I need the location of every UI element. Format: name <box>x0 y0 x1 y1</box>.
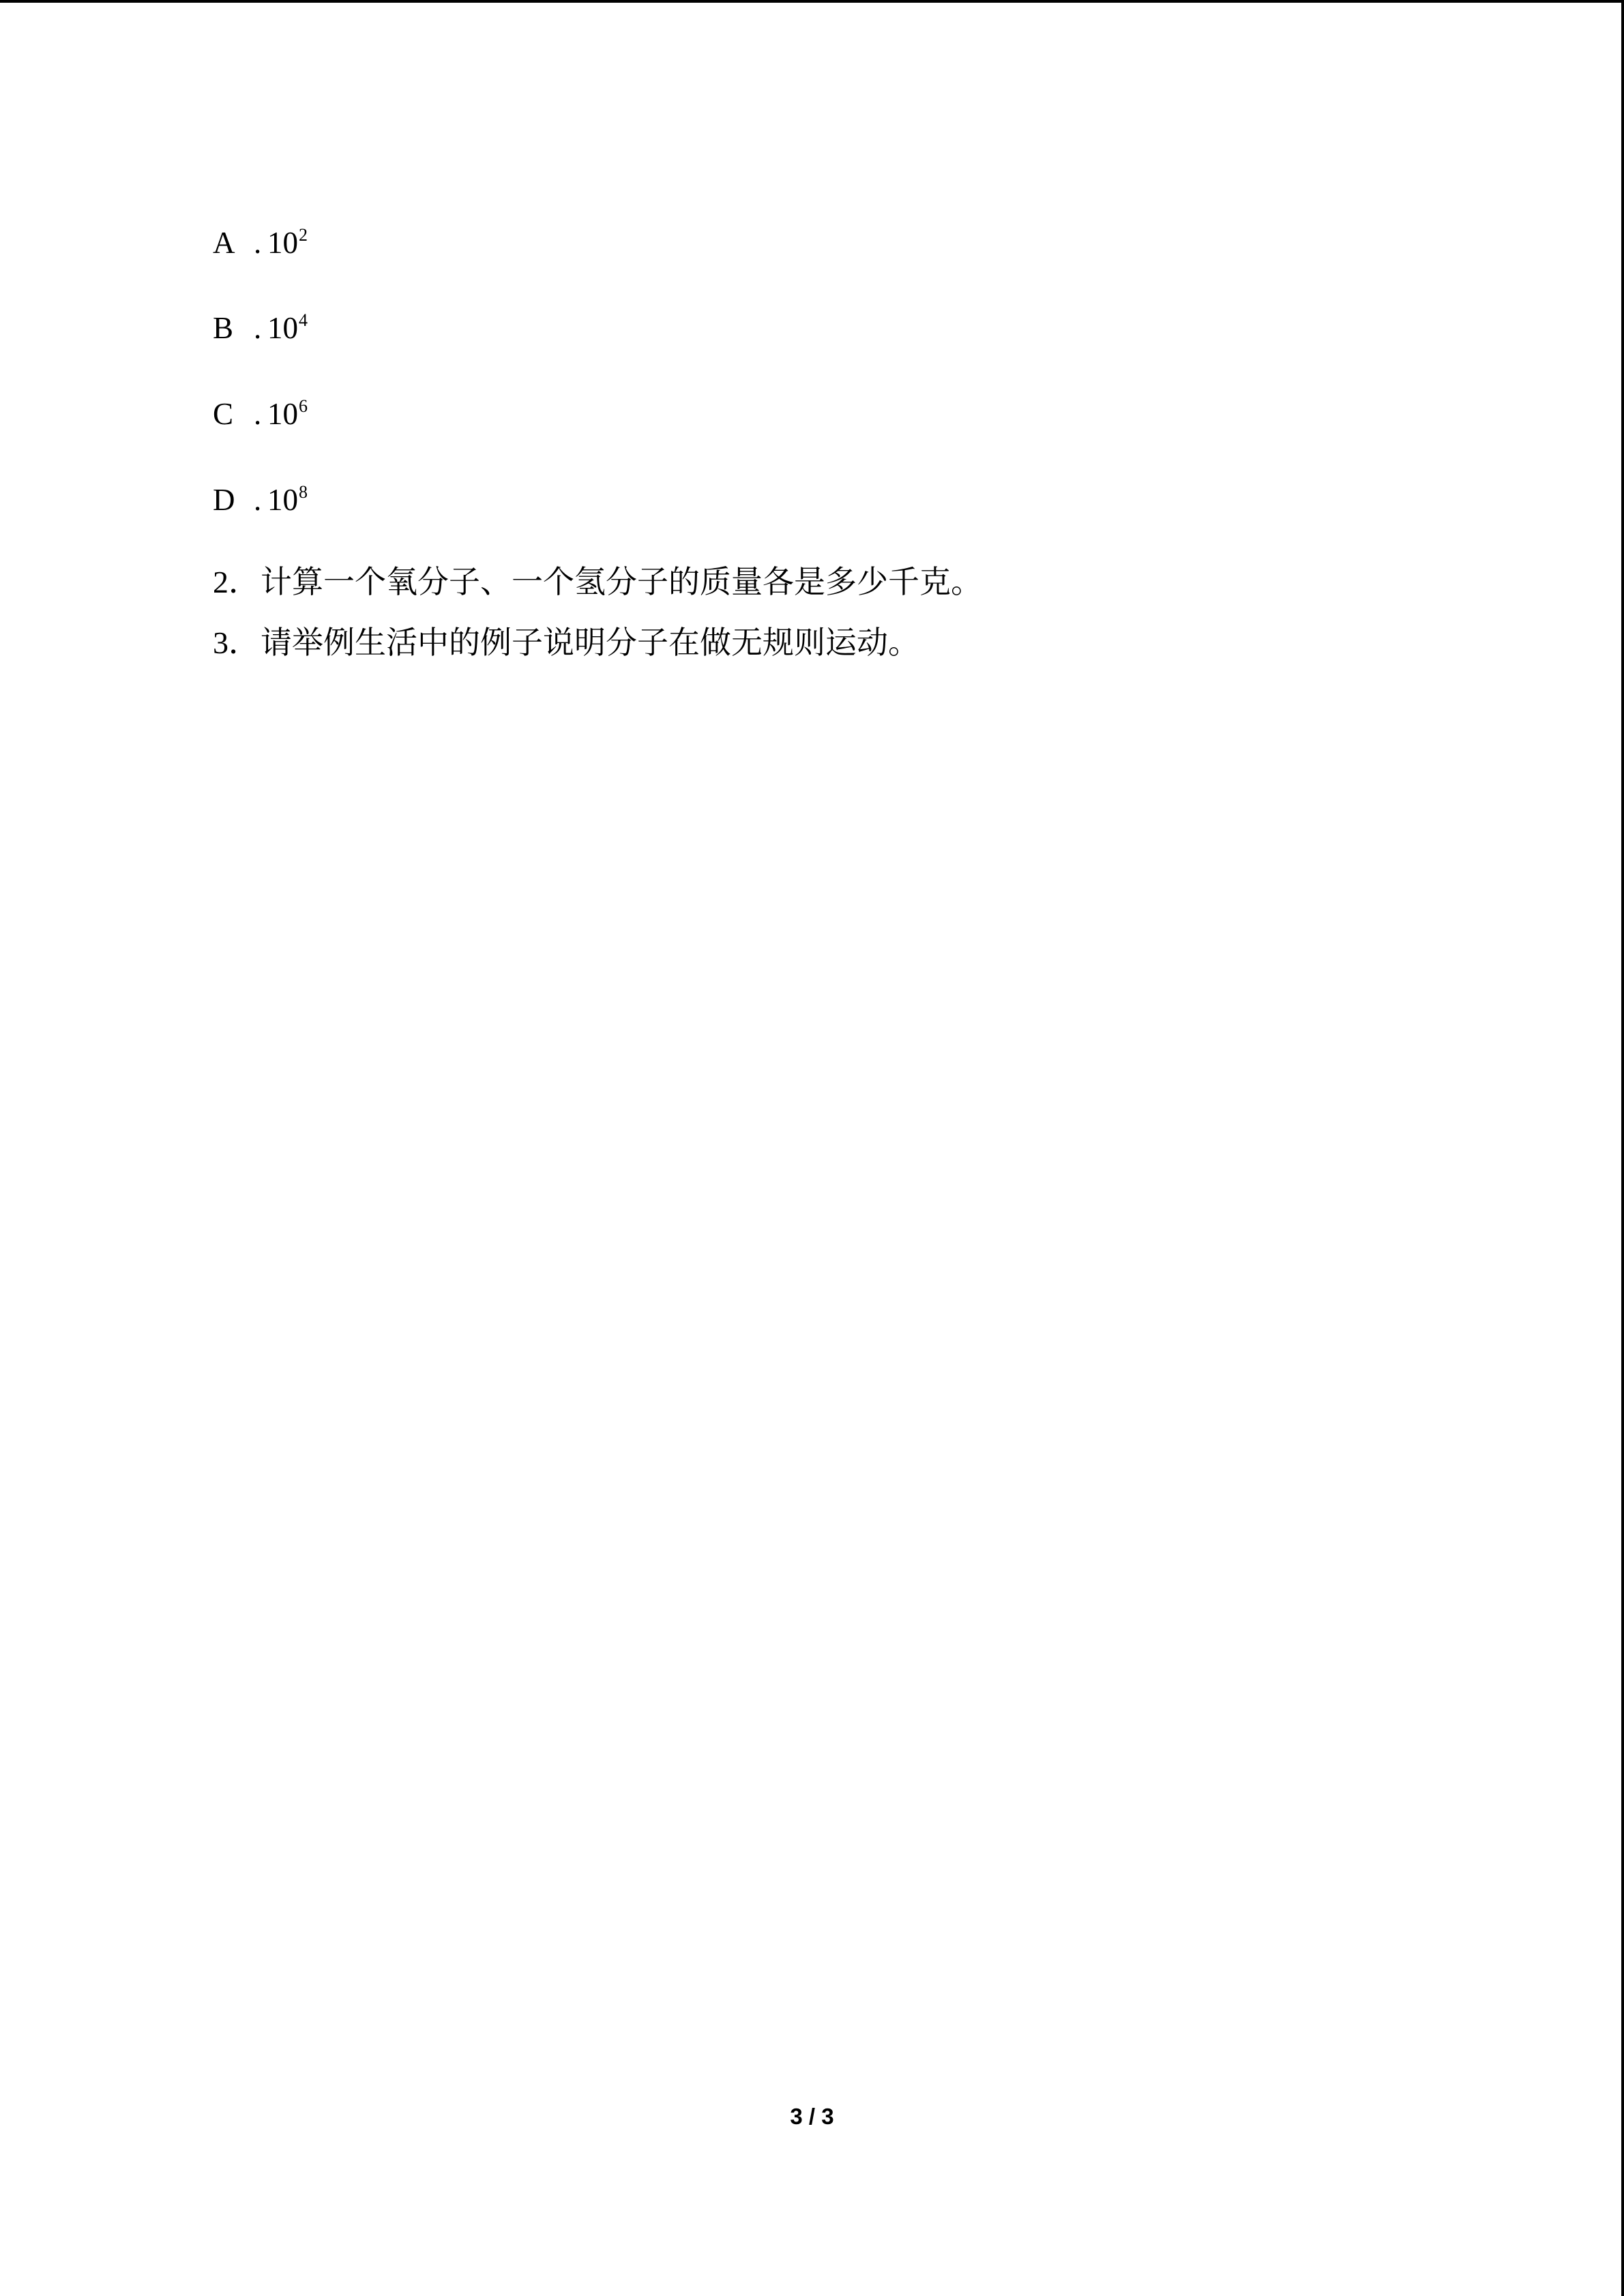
option-exponent: 8 <box>299 482 308 502</box>
option-separator: . <box>254 311 262 345</box>
option-exponent: 2 <box>299 225 308 245</box>
option-base: 10 <box>267 397 298 431</box>
option-letter: A <box>213 226 235 260</box>
option-d <box>213 479 308 525</box>
question-text: 请举例生活中的例子说明分子在做无规则运动。 <box>261 624 919 661</box>
page-number: 3 / 3 <box>790 2104 834 2129</box>
question-3 <box>213 622 919 664</box>
page-right-border <box>1621 0 1624 2296</box>
option-exponent: 4 <box>299 310 308 330</box>
option-letter: B <box>213 311 234 345</box>
option-letter: C <box>213 397 234 431</box>
option-base: 10 <box>267 483 298 517</box>
option-separator: . <box>254 483 262 517</box>
option-b <box>213 308 308 353</box>
question-number: 2． <box>213 565 260 599</box>
option-c <box>213 393 308 439</box>
option-separator: . <box>254 397 262 431</box>
page-top-border <box>0 0 1624 3</box>
question-text: 计算一个氧分子、一个氢分子的质量各是多少千克。 <box>261 563 982 600</box>
option-a <box>213 222 308 268</box>
option-separator: . <box>254 226 262 260</box>
option-exponent: 6 <box>299 396 308 416</box>
option-base: 10 <box>267 311 298 345</box>
question-number: 3． <box>213 625 260 660</box>
option-base: 10 <box>267 226 298 260</box>
question-2 <box>213 561 982 603</box>
option-letter: D <box>213 483 235 517</box>
